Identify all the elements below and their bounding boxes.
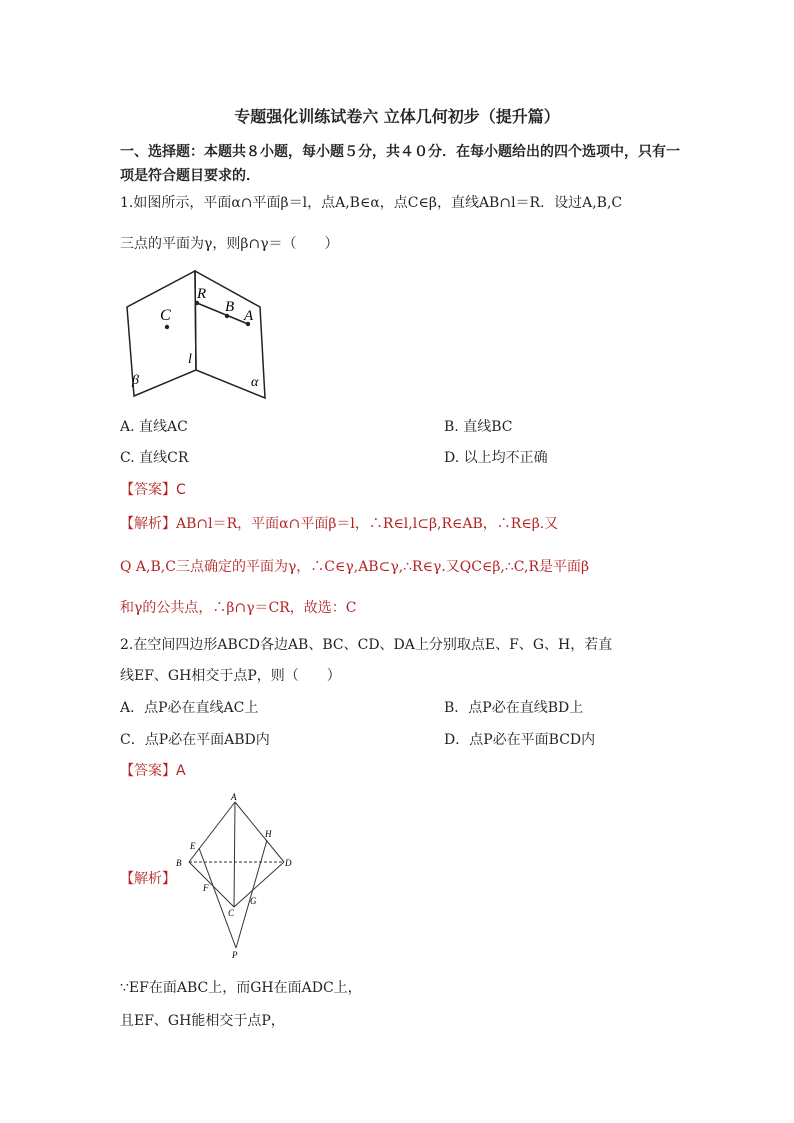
label-alpha: α bbox=[251, 375, 259, 390]
label-beta: β bbox=[132, 373, 139, 388]
point-label-g: G bbox=[250, 896, 257, 906]
q2-stem-line-1: 2.在空间四边形ABCD各边AB、BC、CD、DA上分别取点E、F、G、H，若直 bbox=[120, 637, 613, 653]
q2-analysis-label: 【解析】 bbox=[120, 871, 176, 887]
section-heading-line-2: 项是符合题目要求的． bbox=[120, 168, 260, 184]
vertex-label-d: D bbox=[285, 858, 292, 868]
q1-option-b: B. 直线BC bbox=[444, 419, 513, 435]
q1-analysis-line-1: 【解析】AB∩l＝R，平面α∩平面β＝l，∴R∈l,l⊂β,R∈AB，∴R∈β.又 bbox=[120, 516, 559, 532]
line-ef-extended bbox=[199, 848, 236, 948]
q1-analysis-line-2: Q A,B,C三点确定的平面为γ，∴C∈γ,AB⊂γ,∴R∈γ.又QC∈β,∴C,R是平面β bbox=[120, 559, 590, 575]
q2-option-c: C．点P必在平面ABD内 bbox=[120, 732, 270, 748]
q1-option-a: A. 直线AC bbox=[120, 419, 188, 435]
point-c-dot bbox=[165, 325, 169, 329]
q1-analysis-line-3: 和γ的公共点，∴β∩γ＝CR，故选：C bbox=[120, 600, 357, 616]
edge-ac bbox=[234, 802, 235, 907]
page-title: 专题强化训练试卷六 立体几何初步（提升篇） bbox=[234, 107, 560, 126]
label-b: B bbox=[225, 299, 235, 315]
q1-option-c: C. 直线CR bbox=[120, 450, 189, 466]
q2-option-d: D．点P必在平面BCD内 bbox=[444, 732, 596, 748]
q1-planes-figure bbox=[118, 265, 278, 405]
q1-stem-line-2: 三点的平面为γ，则β∩γ＝（ ） bbox=[120, 236, 339, 252]
q2-analysis-line-2: 且EF、GH能相交于点P， bbox=[120, 1013, 285, 1029]
q2-tetrahedron-figure bbox=[170, 790, 300, 962]
vertex-label-a: A bbox=[231, 792, 237, 802]
vertex-label-b: B bbox=[176, 858, 182, 868]
q1-option-d: D. 以上均不正确 bbox=[444, 450, 548, 466]
edge-bc bbox=[189, 862, 234, 907]
label-l: l bbox=[188, 352, 192, 367]
q1-answer: 【答案】C bbox=[120, 482, 186, 498]
line-hg-extended bbox=[236, 840, 267, 948]
q2-analysis-line-1: ∵EF在面ABC上，而GH在面ADC上， bbox=[120, 980, 362, 996]
edge-ab bbox=[189, 802, 235, 862]
vertex-label-c: C bbox=[228, 908, 235, 918]
q2-stem-line-2: 线EF、GH相交于点P，则（ ） bbox=[120, 668, 341, 684]
edge-ad bbox=[235, 802, 284, 862]
q2-option-b: B．点P必在直线BD上 bbox=[444, 700, 584, 716]
q2-option-a: A．点P必在直线AC上 bbox=[120, 700, 259, 716]
section-heading-line-1: 一、选择题：本题共８小题，每小题５分，共４０分．在每小题给出的四个选项中，只有一 bbox=[120, 144, 680, 160]
q1-stem-line-1: 1.如图所示，平面α∩平面β＝l，点A,B∈α，点C∈β，直线AB∩l＝R．设过A,B,C bbox=[120, 195, 623, 211]
q2-answer: 【答案】A bbox=[120, 763, 186, 779]
point-label-f: F bbox=[203, 883, 209, 893]
point-label-p: P bbox=[232, 950, 238, 960]
label-r: R bbox=[197, 286, 207, 302]
label-c: C bbox=[160, 307, 171, 324]
point-label-h: H bbox=[265, 829, 272, 839]
label-a: A bbox=[244, 308, 254, 324]
line-ab-segment bbox=[197, 303, 248, 324]
point-label-e: E bbox=[190, 841, 196, 851]
